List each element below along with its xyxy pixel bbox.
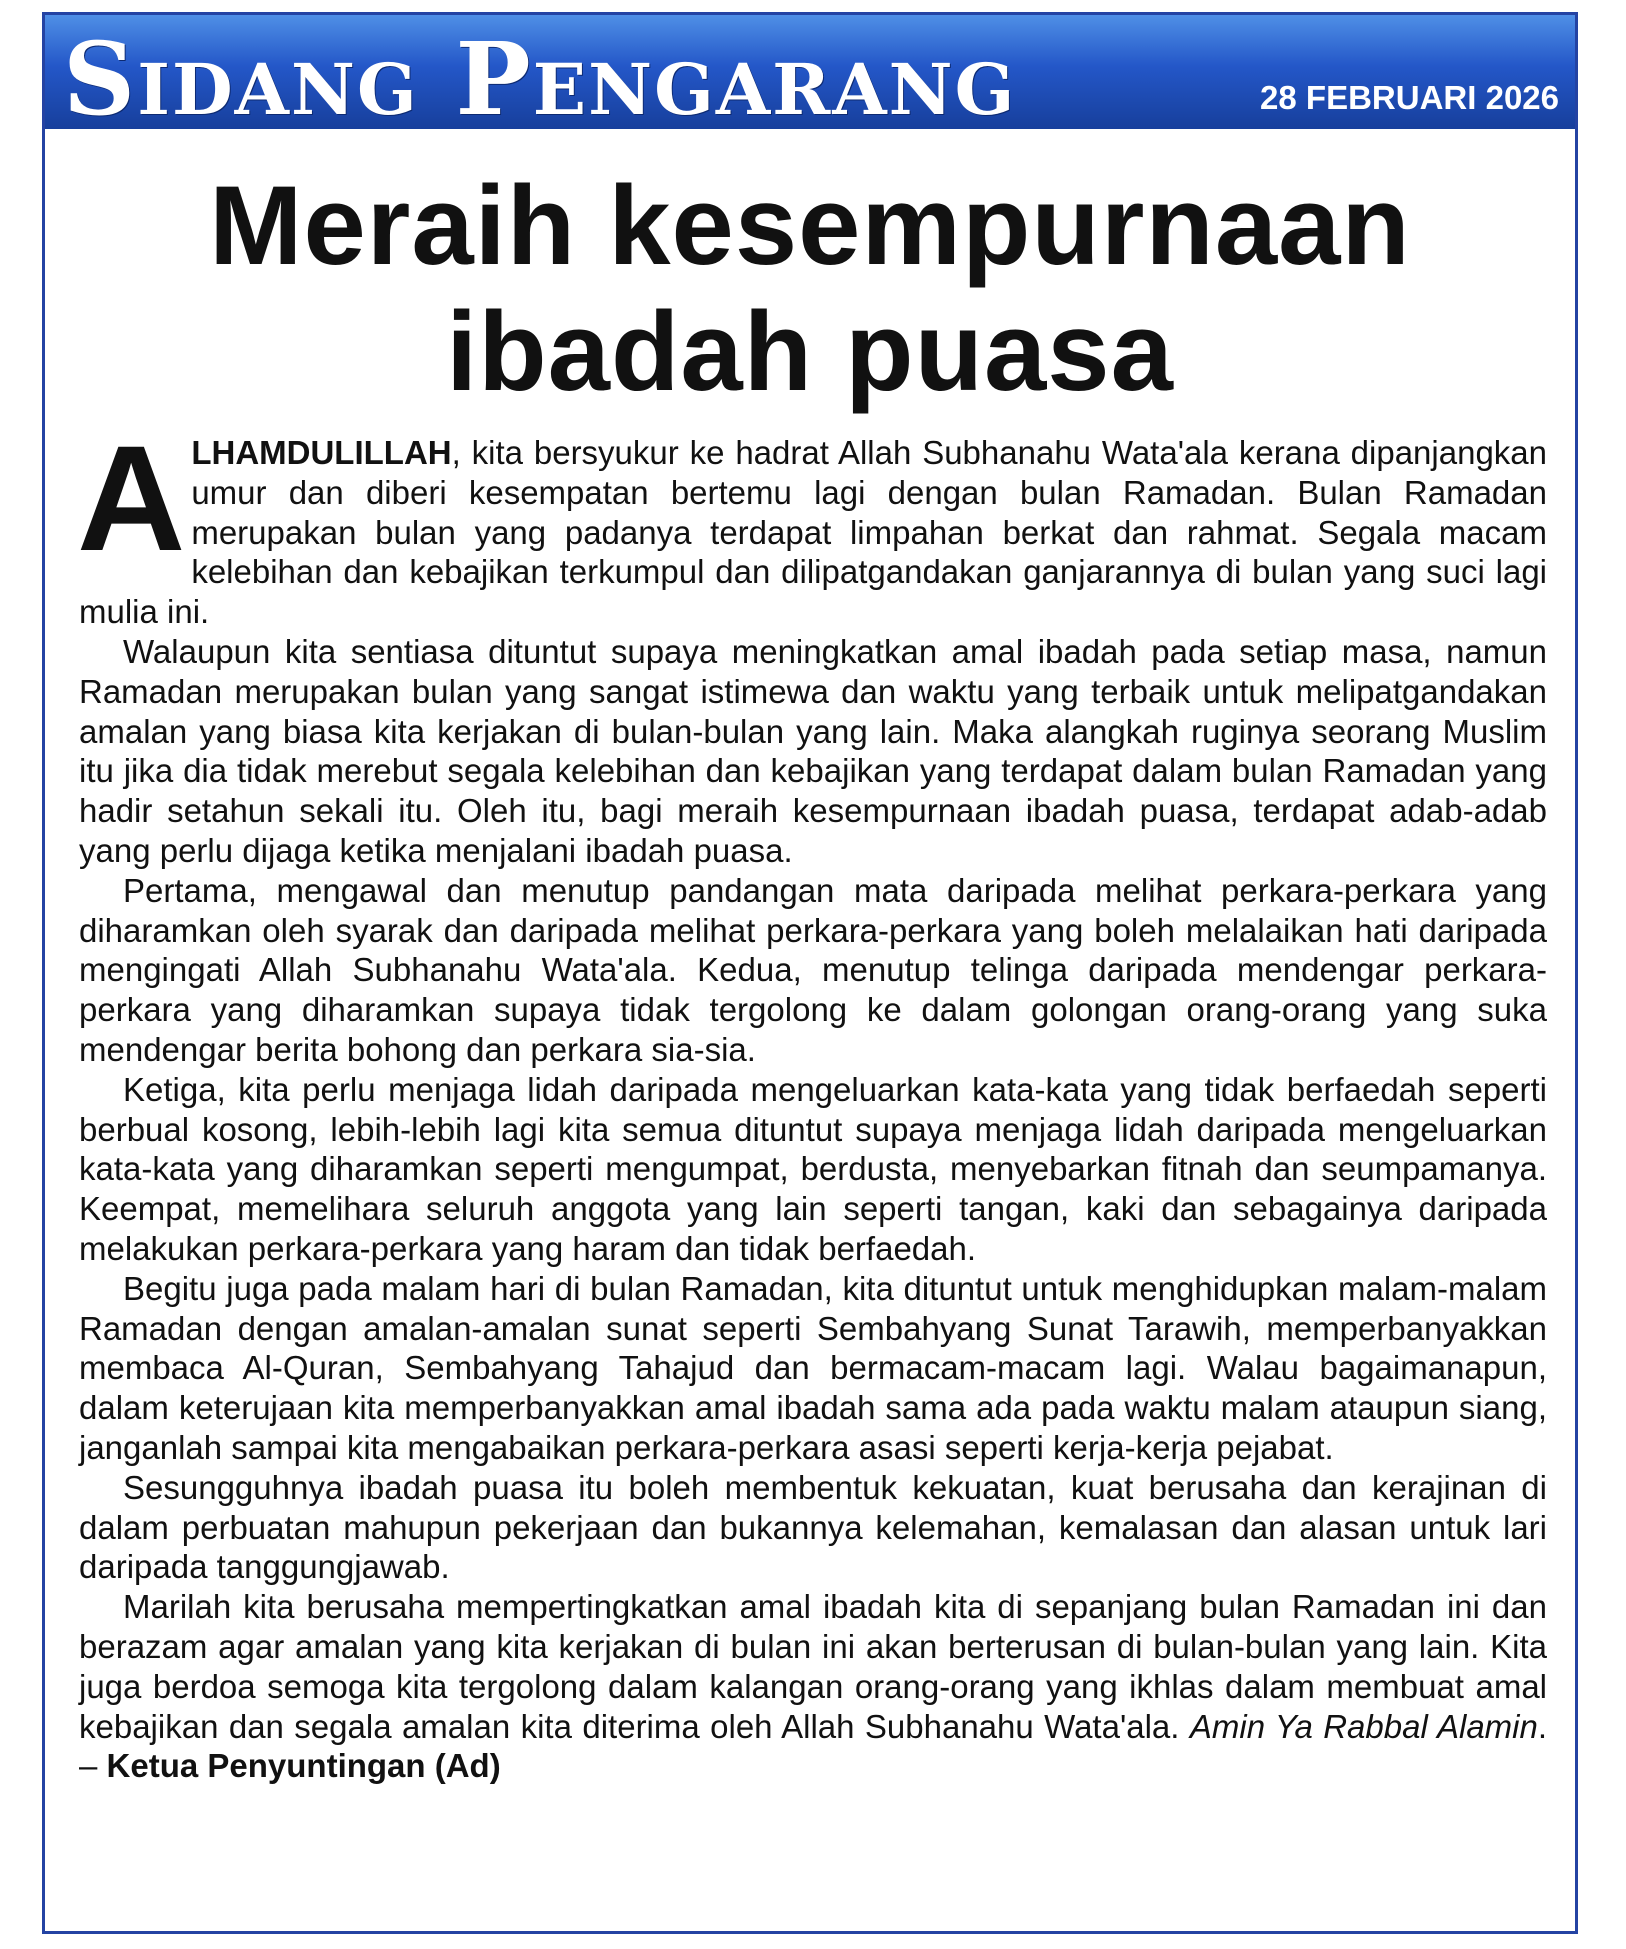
- paragraph-1: [77, 414, 1547, 632]
- publication-date: 28 FEBRUARI 2026: [1260, 79, 1559, 116]
- article-headline: [45, 163, 1575, 415]
- editorial-frame: [42, 12, 1578, 1934]
- paragraph-5: Begitu juga pada malam hari di bulan Ramadan, kita dituntut untuk menghidupkan malam-malam Ramadan dengan amalan-amalan sunat seperti Sembahyang Sunat Tarawih, memperbanyakkan membaca Al-Quran, Sembahyang Tahajud dan bermacam-macam lagi. Walau bagaimanapun, dalam keterujaan kita memperbanyakkan amal ibadah sama ada pada waktu malam ataupun siang, janganlah sampai kita mengabaikan perkara-perkara asasi seperti kerja-kerja pejabat.: [79, 1269, 1547, 1466]
- paragraph-7: [79, 1587, 1547, 1786]
- article-body: [77, 414, 1548, 1786]
- author-signature: Ketua Penyuntingan (Ad): [106, 1747, 501, 1785]
- paragraph-6: Sesungguhnya ibadah puasa itu boleh membentuk kekuatan, kuat berusaha dan kerajinan di dalam perbuatan mahupun pekerjaan dan bukannya kelemahan, kemalasan dan alasan untuk lari daripada tanggungjawab.: [79, 1468, 1547, 1586]
- paragraph-7-text: Marilah kita berusaha mempertingkatkan amal ibadah kita di sepanjang bulan Ramadan ini dan berazam agar amalan yang kita kerjakan di bulan ini akan berterusan di bulan-bulan yang lain. Kita juga berdoa semoga kita tergolong dalam kalangan orang-orang yang ikhlas dalam membuat amal kebajikan dan segala amalan kita diterima oleh Allah Subhanahu Wata'ala.: [79, 1588, 1547, 1745]
- paragraph-4: Ketiga, kita perlu menjaga lidah daripada mengeluarkan kata-kata yang tidak berfaedah seperti berbual kosong, lebih-lebih lagi kita semua dituntut supaya menjaga lidah daripada mengeluarkan kata-kata yang diharamkan seperti mengumpat, berdusta, menyebarkan fitnah dan seumpamanya. Keempat, memelihara seluruh anggota yang lain seperti tangan, kaki dan sebagainya daripada melakukan perkara-perkara yang haram dan tidak berfaedah.: [79, 1070, 1547, 1267]
- masthead-banner: [45, 15, 1575, 129]
- closing-prayer: Amin Ya Rabbal Alamin: [1189, 1707, 1538, 1745]
- paragraph-2: Walaupun kita sentiasa dituntut supaya meningkatkan amal ibadah pada setiap masa, namun Ramadan merupakan bulan yang sangat istimewa dan waktu yang terbaik untuk melipatgandakan amalan yang biasa kita kerjakan di bulan-bulan yang lain. Maka alangkah ruginya seorang Muslim itu jika dia tidak merebut segala kelebihan dan kebajikan yang terdapat dalam bulan Ramadan yang hadir setahun sekali itu. Oleh itu, bagi meraih kesempurnaan ibadah puasa, terdapat adab-adab yang perlu dijaga ketika menjalani ibadah puasa.: [79, 632, 1547, 869]
- headline-line-1: Meraih kesempurnaan: [209, 163, 1411, 288]
- lead-caps: LHAMDULILLAH: [191, 434, 452, 471]
- headline-line-2: ibadah puasa: [446, 289, 1174, 414]
- drop-cap: A: [77, 414, 186, 582]
- paragraph-3: Pertama, mengawal dan menutup pandangan mata daripada melihat perkara-perkara yang diharamkan oleh syarak dan daripada melihat perkara-perkara yang boleh melalaikan hati daripada mengingati Allah Subhanahu Wata'ala. Kedua, menutup telinga daripada mendengar perkara-perkara yang diharamkan supaya tidak tergolong ke dalam golongan orang-orang yang suka mendengar berita bohong dan perkara sia-sia.: [79, 871, 1547, 1068]
- masthead-title: Sidang Pengarang: [63, 20, 1017, 129]
- closing-dash: . –: [79, 1707, 1548, 1785]
- paragraph-1-text: , kita bersyukur ke hadrat Allah Subhanahu Wata'ala kerana dipanjangkan umur dan diberi kesempatan bertemu lagi dengan bulan Ramadan. Bulan Ramadan merupakan bulan yang padanya terdapat limpahan berkat dan rahmat. Segala macam kelebihan dan kebajikan terkumpul dan dilipatgandakan ganjarannya di bulan yang suci lagi mulia ini.: [79, 434, 1547, 631]
